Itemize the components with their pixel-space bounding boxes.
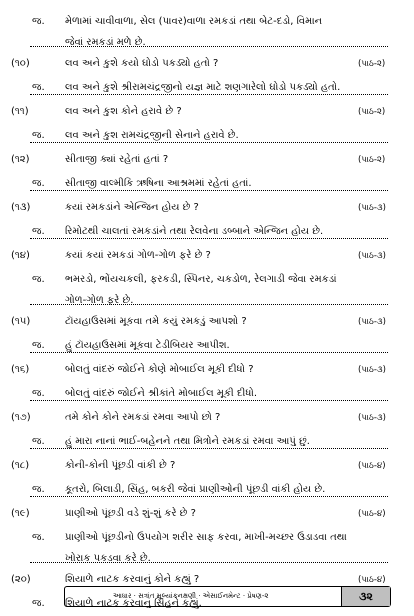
- answer-text: બોલતું વાંદરું જોઈને શ્રીકાંતે મોબાઈલ મૂકી દીધો.: [65, 388, 258, 399]
- answer-label: જ.: [32, 388, 45, 399]
- page-number: ૩૨: [341, 587, 390, 606]
- question-number: (૨૦): [11, 574, 31, 585]
- question-11: [0, 100, 414, 124]
- answer-label: જ.: [32, 178, 45, 189]
- answer-9: [0, 10, 414, 34]
- question-text: કોની-કોની પૂંછડી વાંકી છે ?: [65, 460, 176, 471]
- lesson-ref: (પાઠ-૨): [358, 107, 386, 117]
- answer-text: હું ટૉયહાઉસમાં મૂકવા ટેડીબિયર આપીશ.: [65, 340, 230, 351]
- answer-label: જ.: [32, 130, 45, 141]
- question-text: કયાં કયાં રમકડાં ગોળ-ગોળ ફરે છે ?: [65, 250, 211, 261]
- question-number: (૧૬): [11, 364, 30, 375]
- question-12: [0, 148, 414, 172]
- answer-17: [0, 430, 414, 454]
- divider: [30, 496, 388, 497]
- question-text: બોલતું વાંદરું જોઈને કોણે મોબાઈલ મૂકી દીધો ?: [65, 364, 254, 375]
- answer-text-continued: ગોળ-ગોળ ફરે છે.: [65, 295, 134, 306]
- answer-text: લવ અને કુશે શ્રીરામચંદ્રજીનો યજ્ઞ માટે શણગારેલો ઘોડો પકડ્યો હતો.: [65, 82, 341, 93]
- question-14: [0, 244, 414, 268]
- divider: [30, 46, 388, 47]
- divider: [30, 400, 388, 401]
- answer-text: લવ અને કુશ રામચંદ્રજીની સેનાને હરાવે છે.: [65, 130, 239, 141]
- lesson-ref: (પાઠ-૨): [358, 59, 386, 69]
- question-number: (૧૭): [11, 412, 31, 423]
- divider: [30, 94, 388, 95]
- answer-14-continued: [0, 292, 414, 310]
- question-text: લવ અને કુશ કોને હરાવે છે ?: [65, 106, 182, 117]
- answer-text: મેળામાં ચાવીવાળા, સેલ (પાવર)વાળા રમકડાં તથા બેટ-દડો, વિમાન: [65, 16, 323, 27]
- lesson-ref: (પાઠ-૪): [358, 509, 386, 519]
- answer-label: જ.: [32, 274, 45, 285]
- answer-label: જ.: [32, 16, 45, 27]
- divider: [30, 190, 388, 191]
- qa-list: [0, 10, 414, 616]
- answer-18: [0, 478, 414, 502]
- divider: [30, 142, 388, 143]
- question-text: ટૉયહાઉસમાં મૂકવા તમે કયું રમકડું આપશો ?: [65, 316, 247, 327]
- question-number: (૧૪): [11, 250, 30, 261]
- answer-9-continued: [0, 34, 414, 52]
- question-number: (૧૫): [11, 316, 31, 327]
- answer-text-continued: જેવાં રમકડાં મળે છે.: [65, 37, 146, 48]
- answer-15: [0, 334, 414, 358]
- question-15: [0, 310, 414, 334]
- divider: [30, 562, 388, 563]
- answer-text: કૂતરો, બિલાડી, સિંહ, બકરી જેવાં પ્રાણીઓની પૂંછડી વાંકી હોય છે.: [65, 484, 326, 495]
- answer-10: [0, 76, 414, 100]
- lesson-ref: (પાઠ-૪): [358, 575, 386, 585]
- question-number: (૧૩): [11, 202, 31, 213]
- lesson-ref: (પાઠ-૩): [358, 203, 386, 213]
- question-number: (૧૧): [11, 106, 29, 117]
- question-17: [0, 406, 414, 430]
- answer-19-continued: [0, 550, 414, 568]
- answer-text: ભમરડો, ભોંયચકલી, ફરકડી, સ્પિનર, ચકડોળ, રેલગાડી જેવા રમકડાં: [65, 274, 337, 285]
- answer-label: જ.: [32, 532, 45, 543]
- lesson-ref: (પાઠ-૩): [358, 413, 386, 423]
- lesson-ref: (પાઠ-૩): [358, 317, 386, 327]
- question-number: (૧૮): [11, 460, 30, 471]
- answer-19: [0, 526, 414, 550]
- answer-text: હું મારા નાનાં ભાઈ-બહેનને તથા મિત્રોને રમકડાં રમવા આપું છું.: [65, 436, 310, 447]
- divider: [30, 448, 388, 449]
- answer-14: [0, 268, 414, 292]
- divider: [30, 352, 388, 353]
- question-19: [0, 502, 414, 526]
- question-text: શિયાળે નાટક કરવાનું કોને કહ્યું ?: [65, 574, 200, 585]
- question-text: લવ અને કુશે કયો ઘોડો પકડ્યો હતો ?: [65, 58, 219, 69]
- question-13: [0, 196, 414, 220]
- answer-label: જ.: [32, 598, 45, 609]
- answer-label: જ.: [32, 82, 45, 93]
- question-text: તમે કોને કોને રમકડાં રમવા આપો છો ?: [65, 412, 221, 423]
- question-10: [0, 52, 414, 76]
- question-text: પ્રાણીઓ પૂંછડી વડે શું-શું કરે છે ?: [65, 508, 196, 519]
- answer-label: જ.: [32, 226, 45, 237]
- question-text: સીતાજી ક્યાં રહેતાં હતાં ?: [65, 154, 169, 165]
- answer-text: પ્રાણીઓ પૂંછડીનો ઉપયોગ શરીર સાફ કરવા, માખી-મચ્છર ઉડાડવા તથા: [65, 532, 347, 543]
- lesson-ref: (પાઠ-૩): [358, 251, 386, 261]
- answer-label: જ.: [32, 484, 45, 495]
- answer-11: [0, 124, 414, 148]
- question-number: (૧૯): [11, 508, 30, 519]
- answer-label: જ.: [32, 340, 45, 351]
- lesson-ref: (પાઠ-૪): [358, 461, 386, 471]
- page-footer: [64, 586, 391, 607]
- answer-16: [0, 382, 414, 406]
- question-number: (૧૨): [11, 154, 30, 165]
- answer-12: [0, 172, 414, 196]
- divider: [30, 238, 388, 239]
- answer-text: સીતાજી વાલ્મીકિ ઋષિના આશ્રમમાં રહેતાં હતાં.: [65, 178, 252, 189]
- answer-text: રિમોટથી ચાલતાં રમકડાંને તથા રેલવેના ડબ્બાને એન્જિન હોય છે.: [65, 226, 324, 237]
- question-18: [0, 454, 414, 478]
- answer-13: [0, 220, 414, 244]
- footer-text: આધાર · સત્રાંત મૂલ્યાંકનક્ષણી · એસાઈનમેન્ટ · પ્રેષણ-૨: [113, 592, 269, 600]
- answer-text-continued: ખોરાક પકડવા કરે છે.: [65, 553, 151, 564]
- question-text: કયાં રમકડાંને એન્જિન હોય છે ?: [65, 202, 199, 213]
- lesson-ref: (પાઠ-૩): [358, 365, 386, 375]
- divider: [30, 304, 388, 305]
- question-16: [0, 358, 414, 382]
- lesson-ref: (પાઠ-૨): [358, 155, 386, 165]
- question-number: (૧૦): [11, 58, 30, 69]
- answer-label: જ.: [32, 436, 45, 447]
- answer-text: શિયાળે નાટક કરવાનું સિંહને કહ્યું.: [65, 598, 202, 609]
